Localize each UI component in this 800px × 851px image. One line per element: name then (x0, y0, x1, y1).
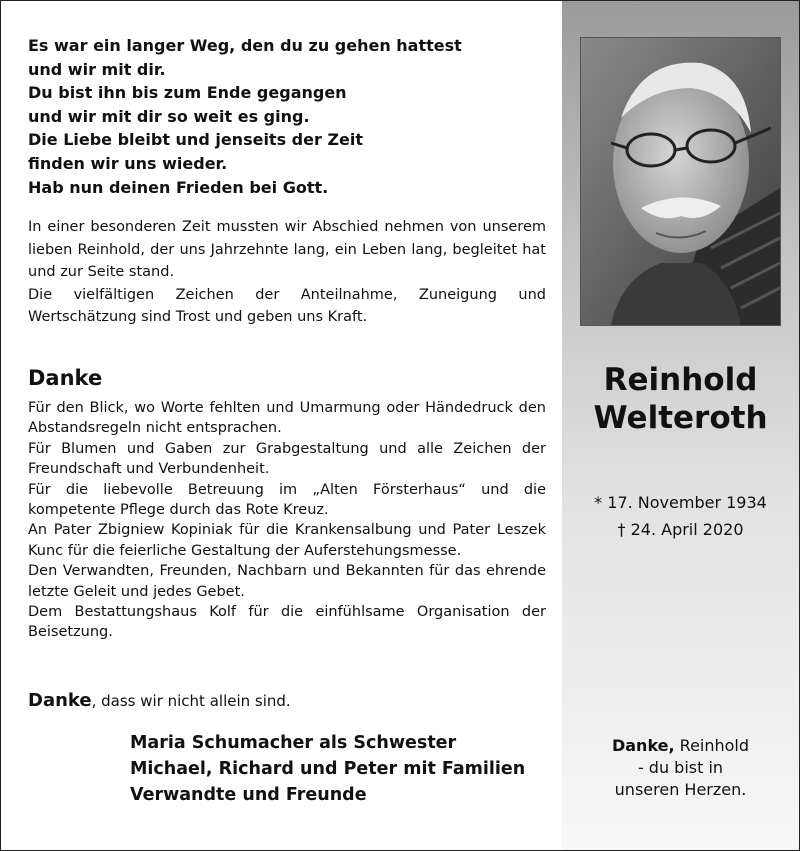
closing-rest: Reinhold (674, 736, 750, 755)
poem-line: Du bist ihn bis zum Ende gegangen (28, 83, 347, 103)
intro-paragraph: Die vielfältigen Zeichen der Anteilnahme, Zuneigung und Wertschätzung sind Trost und geben uns Kraft. (28, 286, 546, 325)
poem (28, 34, 548, 199)
danke-item: Für die liebevolle Betreuung im „Alten Försterhaus“ und die kompetente Pflege durch das Rote Kreuz. (28, 481, 546, 519)
portrait-photo (580, 37, 781, 326)
poem-line: finden wir uns wieder. (28, 153, 228, 173)
life-dates (562, 489, 799, 543)
danke-bold: Danke (28, 690, 92, 711)
poem-line: Hab nun deinen Frieden bei Gott. (28, 177, 329, 197)
portrait-photo-icon (581, 38, 780, 325)
danke-list (28, 398, 546, 643)
last-name: Welteroth (593, 400, 768, 436)
danke-item: Für den Blick, wo Worte fehlten und Umarmung oder Händedruck den Abstandsregeln nicht entsprachen. (28, 400, 546, 437)
closing-bold: Danke, (611, 736, 675, 755)
danke-rest: , dass wir nicht allein sind. (91, 692, 291, 710)
closing-line-2: - du bist in (637, 758, 724, 777)
poem-line: und wir mit dir. (28, 59, 166, 79)
poem-line: und wir mit dir so weit es ging. (28, 106, 310, 126)
danke-item: An Pater Zbigniew Kopiniak für die Krankensalbung und Pater Leszek Kunc für die feierliche Gestaltung der Auferstehungsmesse. (28, 522, 546, 559)
danke-item: Für Blumen und Gaben zur Grabgestaltung und alle Zeichen der Freundschaft und Verbundenheit. (28, 440, 546, 478)
danke-heading: Danke (28, 366, 103, 390)
danke-item: Den Verwandten, Freunden, Nachbarn und Bekannten für das ehrende letzte Geleit und jedes Gebet. (28, 563, 546, 600)
poem-line: Die Liebe bleibt und jenseits der Zeit (28, 130, 364, 150)
family-line: Michael, Richard und Peter mit Familien (130, 759, 526, 779)
death-date: † 24. April 2020 (617, 520, 744, 539)
sidebar-panel (562, 1, 799, 850)
closing-line-3: unseren Herzen. (614, 780, 747, 799)
closing-line-1 (562, 735, 799, 757)
family-line: Verwandte und Freunde (130, 785, 367, 805)
danke-closing-line (28, 690, 291, 711)
danke-item: Dem Bestattungshaus Kolf für die einfühlsame Organisation der Beisetzung. (28, 604, 546, 641)
deceased-name (562, 361, 799, 437)
family-line: Maria Schumacher als Schwester (130, 733, 457, 753)
birth-date: * 17. November 1934 (594, 493, 767, 512)
intro-paragraph: In einer besonderen Zeit mussten wir Abschied nehmen von unserem lieben Reinhold, der uns Jahrzehnte lang, ein Leben lang, begleitet hat und zur Seite stand. (28, 219, 546, 280)
poem-line: Es war ein langer Weg, den du zu gehen hattest (28, 36, 462, 55)
family-signature (130, 730, 525, 808)
first-name: Reinhold (603, 362, 758, 398)
closing-note (562, 735, 799, 801)
intro-text (28, 216, 546, 329)
